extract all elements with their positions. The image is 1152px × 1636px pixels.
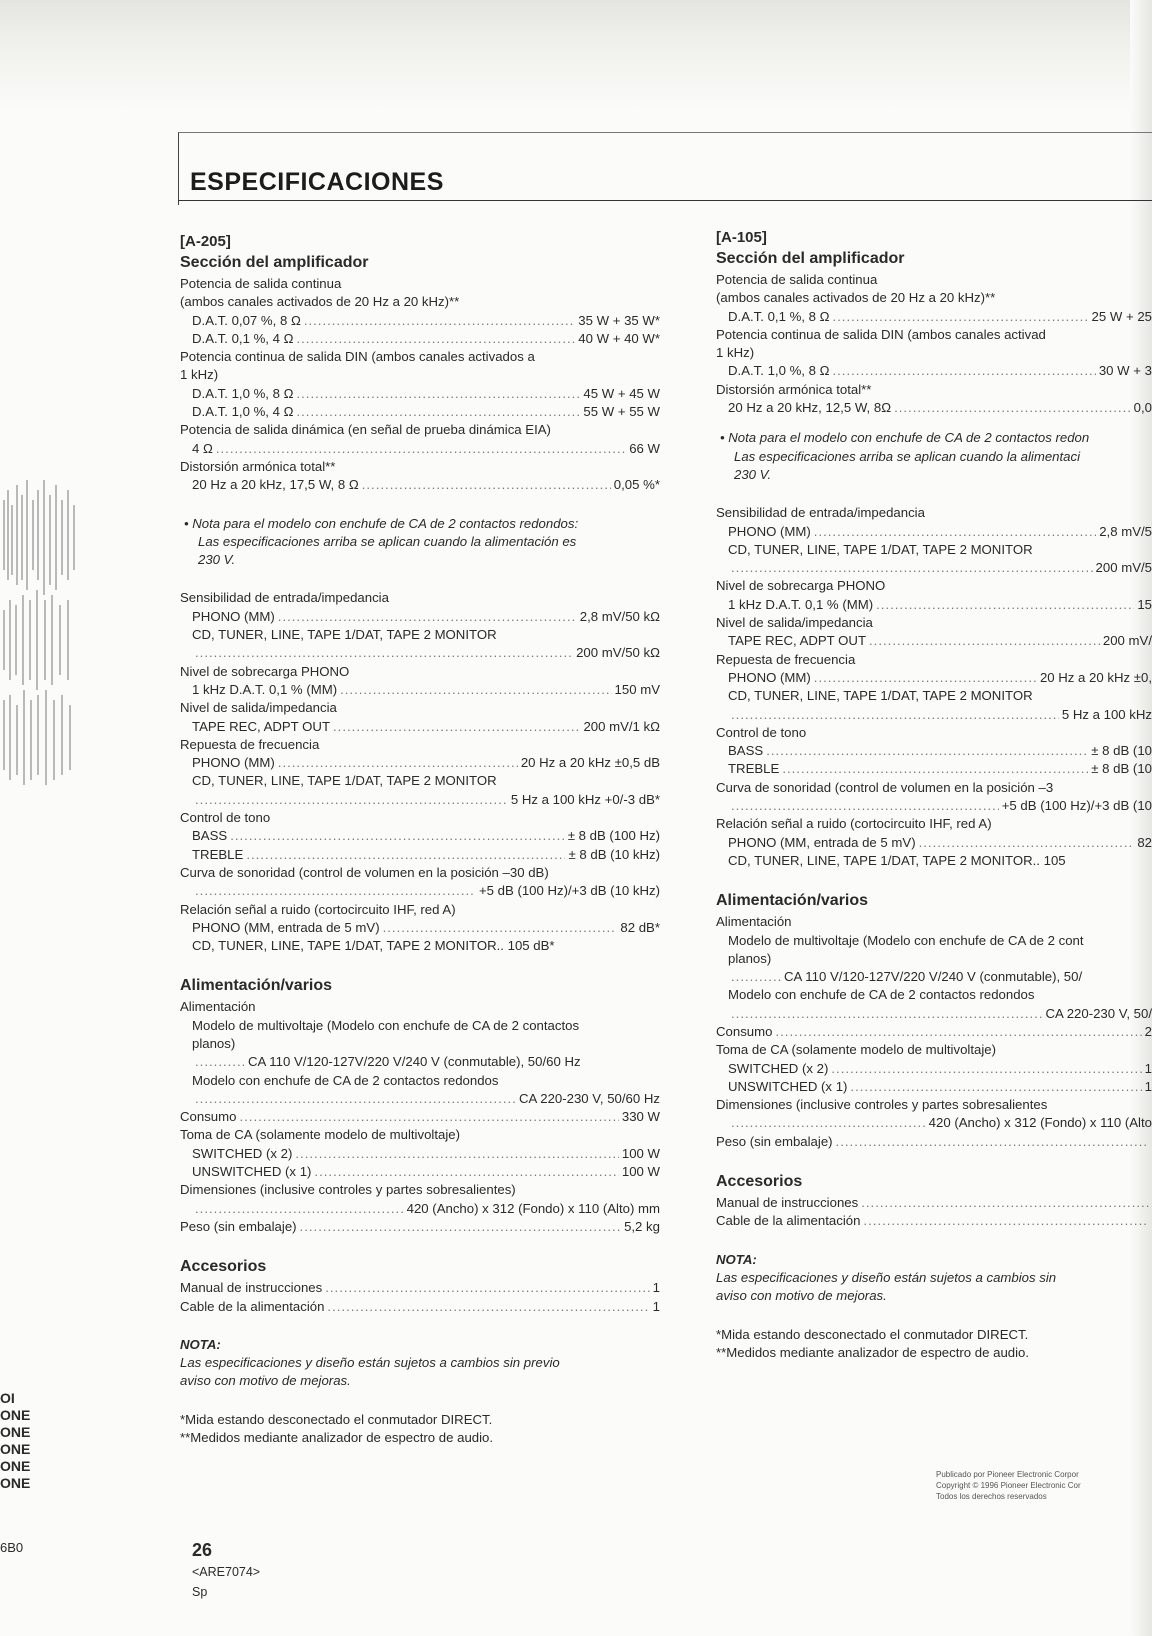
spec-row-value: 82 dB*	[620, 919, 660, 935]
footnote: *Mida estando desconectado el conmutador DIRECT.	[716, 1326, 1029, 1342]
spec-label: Control de tono	[180, 810, 271, 826]
nota-text: Las especificaciones y diseño están sujetos a cambios sin	[716, 1269, 1057, 1285]
spec-row-value: 1	[652, 1298, 660, 1314]
edge-text: ONE	[0, 1458, 31, 1474]
leader-dots	[831, 1060, 1141, 1078]
leader-dots	[766, 742, 1088, 760]
spec-label: Modelo de multivoltaje (Modelo con enchufe de CA de 2 contactos	[192, 1017, 580, 1033]
leader-dots	[894, 399, 1131, 417]
spec-row-label: TAPE REC, ADPT OUT	[192, 718, 331, 734]
spec-row-value: CA 220-230 V, 50/60 Hz	[518, 1090, 660, 1106]
note-line: Las especificaciones arriba se aplican cuando la alimentaci	[734, 448, 1081, 464]
leader-dots	[340, 681, 611, 699]
note-line: • Nota para el modelo con enchufe de CA de 2 contactos redondos:	[184, 515, 579, 531]
spec-row-value: 1	[1144, 1078, 1152, 1094]
nota-heading: NOTA:	[180, 1336, 221, 1352]
leader-dots	[731, 797, 999, 815]
spec-label: Potencia de salida continua	[716, 272, 878, 287]
spec-row	[716, 760, 1152, 778]
spec-row-label: Consumo	[716, 1023, 773, 1039]
spec-row	[716, 742, 1152, 760]
spec-row-value: 55 W + 55 W	[583, 404, 660, 420]
spec-label: Curva de sonoridad (control de volumen en la posición –30 dB)	[180, 864, 549, 880]
spec-row	[716, 1212, 1152, 1230]
spec-row	[716, 596, 1152, 614]
nota-text: aviso con motivo de mejoras.	[716, 1288, 887, 1304]
spec-label: Relación señal a ruido (cortocircuito IHF, red A)	[716, 816, 992, 832]
spec-label: Alimentación	[180, 999, 256, 1015]
spec-row-value: 35 W + 35 W*	[578, 312, 660, 328]
edge-text: OI	[0, 1390, 15, 1406]
leader-dots	[195, 1053, 245, 1071]
spec-row-value: ± 8 dB (100 Hz)	[567, 828, 660, 844]
spec-row-value: 200 mV/50 kΩ	[576, 645, 660, 661]
spec-row-value: ± 8 dB (10	[1091, 761, 1152, 777]
edge-text: ONE	[0, 1475, 31, 1491]
spec-label: Toma de CA (solamente modelo de multivoltaje)	[180, 1127, 461, 1143]
spec-row	[180, 791, 660, 809]
spec-row-value: 5 Hz a 100 kHz	[1061, 706, 1152, 722]
page-title: ESPECIFICACIONES	[190, 168, 444, 196]
footnote: **Medidos mediante analizador de espectro de audio.	[180, 1430, 494, 1446]
title-rule	[178, 200, 1152, 201]
spec-label: (ambos canales activados de 20 Hz a 20 kHz)**	[180, 294, 460, 310]
section-heading: Alimentación/varios	[180, 977, 333, 995]
leader-dots	[314, 1163, 618, 1181]
leader-dots	[230, 827, 565, 845]
spec-row-label: D.A.T. 1,0 %, 4 Ω	[192, 404, 294, 420]
spec-label: Potencia de salida continua	[180, 276, 342, 291]
spec-row	[180, 937, 660, 955]
leader-dots	[278, 608, 577, 626]
spec-row	[180, 1163, 660, 1181]
spec-row	[180, 718, 660, 736]
spec-label: Control de tono	[716, 724, 807, 740]
footnote: *Mida estando desconectado el conmutador DIRECT.	[180, 1411, 493, 1427]
spec-row-label: TREBLE	[728, 761, 780, 777]
edge-barcode	[0, 480, 80, 790]
spec-row	[180, 330, 660, 348]
spec-row	[180, 919, 660, 937]
leader-dots	[239, 1108, 618, 1126]
spec-row-label: Manual de instrucciones	[180, 1280, 323, 1296]
leader-dots	[814, 669, 1037, 687]
spec-row	[180, 827, 660, 845]
publisher-notice	[936, 1469, 1081, 1502]
leader-dots	[296, 330, 575, 348]
spec-row	[716, 1060, 1152, 1078]
spec-row-label: D.A.T. 0,1 %, 8 Ω	[728, 308, 830, 324]
copyright-line: Copyright © 1996 Pioneer Electronic Cor	[936, 1481, 1081, 1490]
spec-label: Sensibilidad de entrada/impedancia	[716, 505, 925, 521]
note-text: Nota para el modelo con enchufe de CA de 2 contactos redondos:	[192, 515, 579, 531]
spec-label: Nivel de sobrecarga PHONO	[716, 578, 886, 594]
nota-heading: NOTA:	[716, 1251, 757, 1267]
spec-row	[716, 1078, 1152, 1096]
spec-row-value: +5 dB (100 Hz)/+3 dB (10 kHz)	[478, 883, 660, 899]
spec-label: Potencia de salida dinámica (en señal de prueba dinámica EIA)	[180, 422, 551, 438]
model-label: [A-205]	[180, 233, 231, 250]
spec-label: Modelo con enchufe de CA de 2 contactos redondos	[192, 1072, 499, 1088]
spec-row	[716, 523, 1152, 541]
spec-row-label: Consumo	[180, 1109, 237, 1125]
leader-dots	[295, 1145, 619, 1163]
spec-label: Repuesta de frecuencia	[180, 736, 320, 752]
leader-dots	[863, 1212, 1149, 1230]
spec-row	[180, 476, 660, 494]
spec-label: CD, TUNER, LINE, TAPE 1/DAT, TAPE 2 MONITOR	[728, 541, 1033, 557]
spec-row-value: 420 (Ancho) x 312 (Fondo) x 110 (Alto	[928, 1115, 1152, 1131]
spec-row	[716, 632, 1152, 650]
rights-line: Todos los derechos reservados	[936, 1492, 1047, 1501]
note-text: Nota para el modelo con enchufe de CA de 2 contactos redon	[728, 430, 1090, 446]
leader-dots	[304, 312, 575, 330]
spec-row-value: 45 W + 45 W	[583, 385, 660, 401]
spec-row	[180, 882, 660, 900]
spec-row-label: 1 kHz D.A.T. 0,1 % (MM)	[192, 681, 338, 697]
spec-row-label: PHONO (MM, entrada de 5 mV)	[728, 834, 916, 850]
leader-dots	[333, 718, 580, 736]
note-line: Las especificaciones arriba se aplican cuando la alimentación es	[198, 533, 577, 549]
spec-row	[716, 399, 1152, 417]
language-code: Sp	[192, 1585, 208, 1599]
spec-row-value: 105 dB*	[507, 938, 555, 954]
leader-dots	[731, 1114, 926, 1132]
leader-dots	[782, 760, 1088, 778]
leader-dots	[195, 791, 508, 809]
spec-row-label: UNSWITCHED (x 1)	[192, 1164, 312, 1180]
spec-row-value: CA 110 V/120-127V/220 V/240 V (conmutable), 50/60 Hz	[248, 1054, 581, 1070]
leader-dots	[327, 1298, 649, 1316]
edge-text: ONE	[0, 1424, 31, 1440]
spec-row-label: PHONO (MM)	[728, 669, 811, 685]
spec-row-value: 0,05 %*	[613, 477, 660, 493]
spec-column-a205	[180, 232, 660, 1447]
spec-row-value: 82	[1137, 834, 1152, 850]
spec-label: planos)	[192, 1035, 236, 1051]
leader-dots	[731, 559, 1093, 577]
leader-dots	[832, 308, 1088, 326]
leader-dots	[216, 440, 626, 458]
spec-row-label: Peso (sin embalaje)	[716, 1133, 833, 1149]
spec-row-value: 40 W + 40 W*	[578, 330, 660, 346]
spec-row-label: PHONO (MM, entrada de 5 mV)	[192, 919, 380, 935]
spec-label: CD, TUNER, LINE, TAPE 1/DAT, TAPE 2 MONITOR	[728, 688, 1033, 704]
spec-row-label: SWITCHED (x 2)	[192, 1145, 293, 1161]
spec-row-value: 200 mV/1 kΩ	[583, 718, 660, 734]
spec-label: Potencia continua de salida DIN (ambos canales activados a	[180, 349, 535, 365]
leader-dots	[296, 403, 580, 421]
spec-row-value: 20 Hz a 20 kHz ±0,	[1039, 669, 1152, 685]
spec-row-label: 20 Hz a 20 kHz, 12,5 W, 8Ω	[728, 400, 892, 416]
leader-dots	[246, 846, 565, 864]
spec-row	[180, 1108, 660, 1126]
leader-dots	[836, 1133, 1149, 1151]
spec-row	[180, 385, 660, 403]
leader-dots	[300, 1218, 622, 1236]
spec-row	[180, 403, 660, 421]
spec-row	[716, 834, 1152, 852]
spec-row	[180, 754, 660, 772]
spec-label: CD, TUNER, LINE, TAPE 1/DAT, TAPE 2 MONITOR	[192, 627, 497, 643]
spec-row	[180, 1279, 660, 1297]
spec-label: Sensibilidad de entrada/impedancia	[180, 590, 389, 606]
spec-row	[180, 644, 660, 662]
spec-row-value: 150 mV	[614, 681, 660, 697]
leader-dots	[861, 1194, 1149, 1212]
spec-row-value: 200 mV/5	[1095, 560, 1152, 576]
leader-dots	[731, 968, 781, 986]
spec-row	[716, 308, 1152, 326]
adjacent-page-fragment	[0, 1390, 30, 1492]
spec-label: planos)	[728, 950, 772, 966]
spec-row	[180, 1090, 660, 1108]
section-heading: Sección del amplificador	[716, 250, 905, 267]
leader-dots	[869, 632, 1100, 650]
spec-row	[716, 968, 1152, 986]
spec-label: Distorsión armónica total**	[180, 458, 336, 474]
spec-row-label: PHONO (MM)	[192, 755, 275, 771]
spec-row	[716, 559, 1152, 577]
spec-row	[180, 1145, 660, 1163]
spec-label: Toma de CA (solamente modelo de multivoltaje)	[716, 1042, 997, 1058]
leader-dots	[325, 1279, 649, 1297]
section-heading: Sección del amplificador	[180, 254, 369, 271]
spec-row-value: CA 110 V/120-127V/220 V/240 V (conmutable), 50/	[784, 969, 1083, 985]
spec-row-label: CD, TUNER, LINE, TAPE 1/DAT, TAPE 2 MONITOR..	[728, 852, 1040, 868]
spec-row	[180, 681, 660, 699]
spec-row-label: TAPE REC, ADPT OUT	[728, 633, 867, 649]
leader-dots	[195, 1200, 404, 1218]
spec-row-value: 420 (Ancho) x 312 (Fondo) x 110 (Alto) mm	[406, 1200, 660, 1216]
spec-label: Dimensiones (inclusive controles y partes sobresalientes	[716, 1097, 1048, 1113]
spec-label: Nivel de sobrecarga PHONO	[180, 663, 350, 679]
section-heading: Alimentación/varios	[716, 892, 869, 910]
spec-row-label: D.A.T. 1,0 %, 8 Ω	[192, 385, 294, 401]
spec-row-label: Peso (sin embalaje)	[180, 1218, 297, 1234]
scan-shadow-top	[0, 0, 1152, 110]
section-heading: Accesorios	[716, 1173, 803, 1191]
spec-row	[716, 852, 1152, 870]
spec-row-value: 105	[1043, 852, 1066, 868]
leader-dots	[775, 1023, 1141, 1041]
spec-row-value: 2	[1144, 1023, 1152, 1039]
publisher-line: Publicado por Pioneer Electronic Corpor	[936, 1470, 1079, 1479]
spec-row	[180, 1200, 660, 1218]
spec-row-label: D.A.T. 0,07 %, 8 Ω	[192, 312, 301, 328]
leader-dots	[731, 1005, 1042, 1023]
leader-dots	[850, 1078, 1141, 1096]
spec-row-value: 30 W + 3	[1098, 363, 1152, 379]
note-line: • Nota para el modelo con enchufe de CA de 2 contactos redon	[720, 430, 1090, 446]
spec-row-value: 5 Hz a 100 kHz +0/-3 dB*	[510, 791, 660, 807]
spec-label: Alimentación	[716, 914, 792, 930]
edge-text: ONE	[0, 1441, 31, 1457]
spec-label: Relación señal a ruido (cortocircuito IHF, red A)	[180, 901, 456, 917]
spec-column-a105	[716, 228, 1152, 1362]
spec-row-label: BASS	[192, 828, 228, 844]
spec-row	[180, 440, 660, 458]
spec-row-label: TREBLE	[192, 846, 244, 862]
section-heading: Accesorios	[180, 1258, 267, 1276]
spec-row-value: ± 8 dB (10	[1091, 743, 1152, 759]
spec-row-value: 100 W	[621, 1145, 660, 1161]
leader-dots	[296, 385, 580, 403]
spec-row-label: PHONO (MM)	[728, 523, 811, 539]
spec-row	[716, 1005, 1152, 1023]
spec-label: Modelo con enchufe de CA de 2 contactos redondos	[728, 987, 1035, 1003]
spec-row-label: 4 Ω	[192, 440, 213, 456]
spec-label: 1 kHz)	[180, 367, 219, 383]
spec-row-label: 20 Hz a 20 kHz, 17,5 W, 8 Ω	[192, 477, 359, 493]
spec-row-value: 25 W + 25	[1091, 308, 1152, 324]
spec-label: Curva de sonoridad (control de volumen en la posición –3	[716, 779, 1054, 795]
spec-row-value: CA 220-230 V, 50/	[1045, 1005, 1152, 1021]
edge-text: ONE	[0, 1407, 31, 1423]
spec-row-label: Cable de la alimentación	[716, 1213, 861, 1229]
spec-row	[716, 669, 1152, 687]
leader-dots	[814, 523, 1096, 541]
spec-row	[180, 1053, 660, 1071]
spec-label: 1 kHz)	[716, 345, 755, 361]
spec-row	[716, 797, 1152, 815]
spec-row	[180, 1218, 660, 1236]
spec-row-label: 1 kHz D.A.T. 0,1 % (MM)	[728, 596, 874, 612]
spec-row-value: 1	[1144, 1060, 1152, 1076]
leader-dots	[362, 476, 611, 494]
leader-dots	[876, 596, 1134, 614]
spec-row-label: SWITCHED (x 2)	[728, 1060, 829, 1076]
spec-row-value: 2,8 mV/50 kΩ	[579, 608, 660, 624]
spec-row	[716, 1023, 1152, 1041]
spec-row	[716, 1133, 1152, 1151]
spec-row-value: 330 W	[621, 1109, 660, 1125]
spec-row	[716, 1114, 1152, 1132]
nota-text: Las especificaciones y diseño están sujetos a cambios sin previo	[180, 1355, 560, 1371]
spec-row-label: D.A.T. 1,0 %, 8 Ω	[728, 363, 830, 379]
spec-row-label: CD, TUNER, LINE, TAPE 1/DAT, TAPE 2 MONITOR..	[192, 938, 504, 954]
spec-label: Dimensiones (inclusive controles y partes sobresalientes)	[180, 1182, 516, 1198]
spec-label: (ambos canales activados de 20 Hz a 20 kHz)**	[716, 290, 996, 306]
spec-row-value: ± 8 dB (10 kHz)	[568, 846, 660, 862]
edge-code: 6B0	[0, 1540, 24, 1555]
leader-dots	[383, 919, 618, 937]
spec-label: CD, TUNER, LINE, TAPE 1/DAT, TAPE 2 MONITOR	[192, 773, 497, 789]
spec-row-value: 2,8 mV/5	[1099, 523, 1152, 539]
model-label: [A-105]	[716, 229, 767, 246]
spec-row-value: 20 Hz a 20 kHz ±0,5 dB	[520, 755, 660, 771]
spec-row-label: D.A.T. 0,1 %, 4 Ω	[192, 330, 294, 346]
document-code: <ARE7074>	[192, 1565, 261, 1579]
spec-label: Potencia continua de salida DIN (ambos canales activad	[716, 326, 1046, 342]
spec-row-label: BASS	[728, 743, 764, 759]
spec-row-value: +5 dB (100 Hz)/+3 dB (10	[1001, 798, 1152, 814]
note-line: 230 V.	[734, 466, 772, 482]
spec-label: Repuesta de frecuencia	[716, 651, 856, 667]
spec-row-label: Manual de instrucciones	[716, 1195, 859, 1211]
leader-dots	[195, 882, 476, 900]
spec-row-value: 100 W	[621, 1164, 660, 1180]
spec-row-value: 15	[1137, 596, 1152, 612]
spec-row-value: 200 mV/	[1102, 633, 1152, 649]
spec-label: Nivel de salida/impedancia	[180, 700, 337, 716]
spec-row-label: UNSWITCHED (x 1)	[728, 1078, 848, 1094]
spec-row-label: PHONO (MM)	[192, 608, 275, 624]
spec-label: Modelo de multivoltaje (Modelo con enchufe de CA de 2 cont	[728, 932, 1084, 948]
spec-row	[716, 1194, 1152, 1212]
spec-row-value: 66 W	[629, 440, 660, 456]
leader-dots	[919, 834, 1135, 852]
nota-text: aviso con motivo de mejoras.	[180, 1373, 351, 1389]
leader-dots	[195, 644, 573, 662]
page-number: 26	[192, 1540, 213, 1560]
spec-label: Distorsión armónica total**	[716, 381, 872, 397]
footnote: **Medidos mediante analizador de espectro de audio.	[716, 1344, 1030, 1360]
spec-row	[180, 312, 660, 330]
leader-dots	[731, 706, 1059, 724]
spec-row	[180, 846, 660, 864]
leader-dots	[195, 1090, 516, 1108]
spec-row	[716, 362, 1152, 380]
spec-row-label: Cable de la alimentación	[180, 1298, 325, 1314]
spec-row-value: 0,0	[1133, 400, 1152, 416]
note-line: 230 V.	[198, 552, 236, 568]
spec-row	[180, 608, 660, 626]
spec-row-value: 1	[652, 1280, 660, 1296]
spec-row	[716, 706, 1152, 724]
leader-dots	[278, 754, 518, 772]
spec-label: Nivel de salida/impedancia	[716, 615, 873, 631]
leader-dots	[832, 362, 1095, 380]
spec-row	[180, 1298, 660, 1316]
spec-row-value: 5,2 kg	[624, 1218, 660, 1234]
